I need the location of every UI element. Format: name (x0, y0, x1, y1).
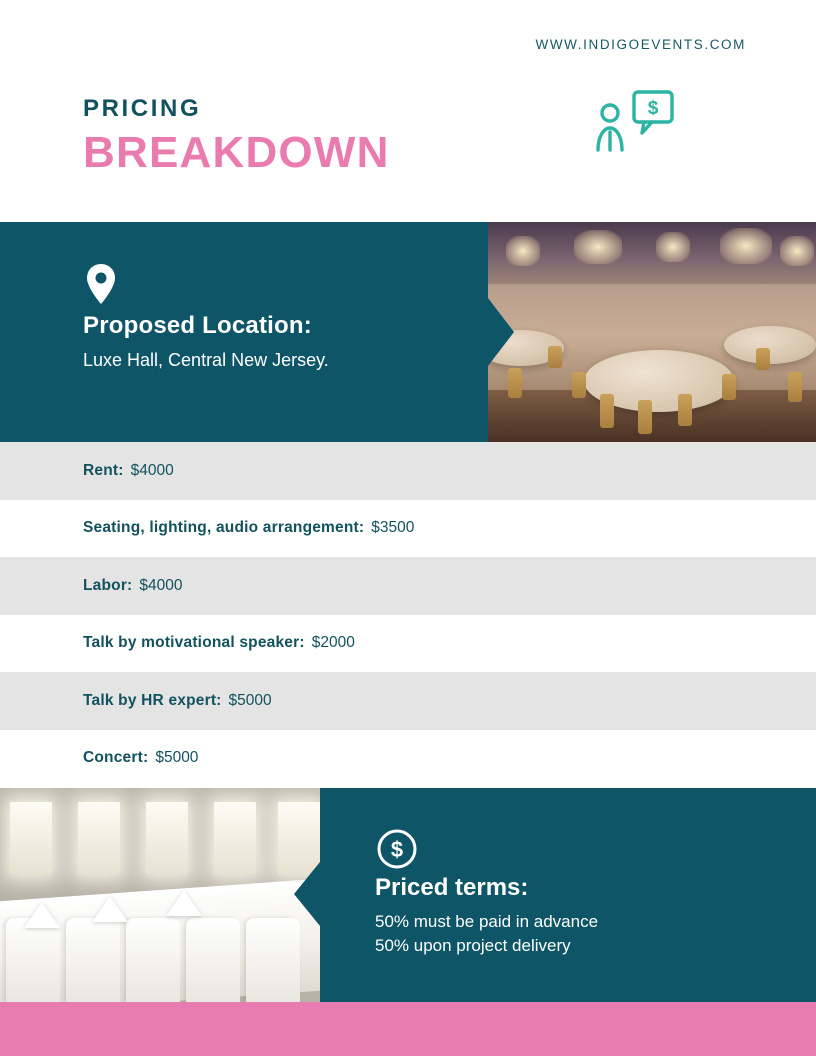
terms-line-2: 50% upon project delivery (375, 936, 571, 955)
row-label: Rent: (83, 461, 124, 479)
table-row (0, 615, 816, 673)
table-row (0, 672, 816, 730)
table-row (0, 730, 816, 788)
page-title (83, 96, 390, 177)
pricing-rows (0, 442, 816, 787)
row-label: Labor: (83, 576, 133, 594)
row-value: $2000 (311, 634, 355, 652)
title-pricing: PRICING (83, 95, 202, 122)
row-label: Talk by motivational speaker: (83, 634, 305, 652)
table-row (0, 500, 816, 558)
table-row (0, 442, 816, 500)
location-notch (488, 298, 514, 366)
dollar-circle-icon (376, 828, 418, 870)
location-subtitle: Luxe Hall, Central New Jersey. (83, 350, 329, 370)
row-label: Concert: (83, 749, 149, 767)
row-value: $5000 (155, 749, 199, 767)
banquet-table-setting-photo (0, 788, 320, 1002)
terms-line-1: 50% must be paid in advance (375, 912, 599, 931)
map-pin-icon (84, 262, 118, 306)
location-title: Proposed Location: (83, 312, 312, 339)
row-label: Seating, lighting, audio arrangement: (83, 519, 365, 537)
svg-text:$: $ (390, 837, 404, 862)
svg-text:$: $ (647, 98, 659, 119)
row-value: $4000 (139, 576, 183, 594)
banquet-hall-photo (488, 222, 816, 442)
table-row (0, 557, 816, 615)
pink-footer-bar (0, 1002, 816, 1056)
row-value: $5000 (228, 691, 272, 709)
website-url: WWW.INDIGOEVENTS.COM (535, 37, 746, 52)
money-chat-icon (592, 88, 678, 164)
title-breakdown: BREAKDOWN (83, 128, 390, 178)
row-value: $3500 (371, 519, 415, 537)
terms-notch (294, 862, 320, 926)
terms-title: Priced terms: (375, 874, 529, 901)
row-label: Talk by HR expert: (83, 691, 222, 709)
row-value: $4000 (130, 461, 174, 479)
